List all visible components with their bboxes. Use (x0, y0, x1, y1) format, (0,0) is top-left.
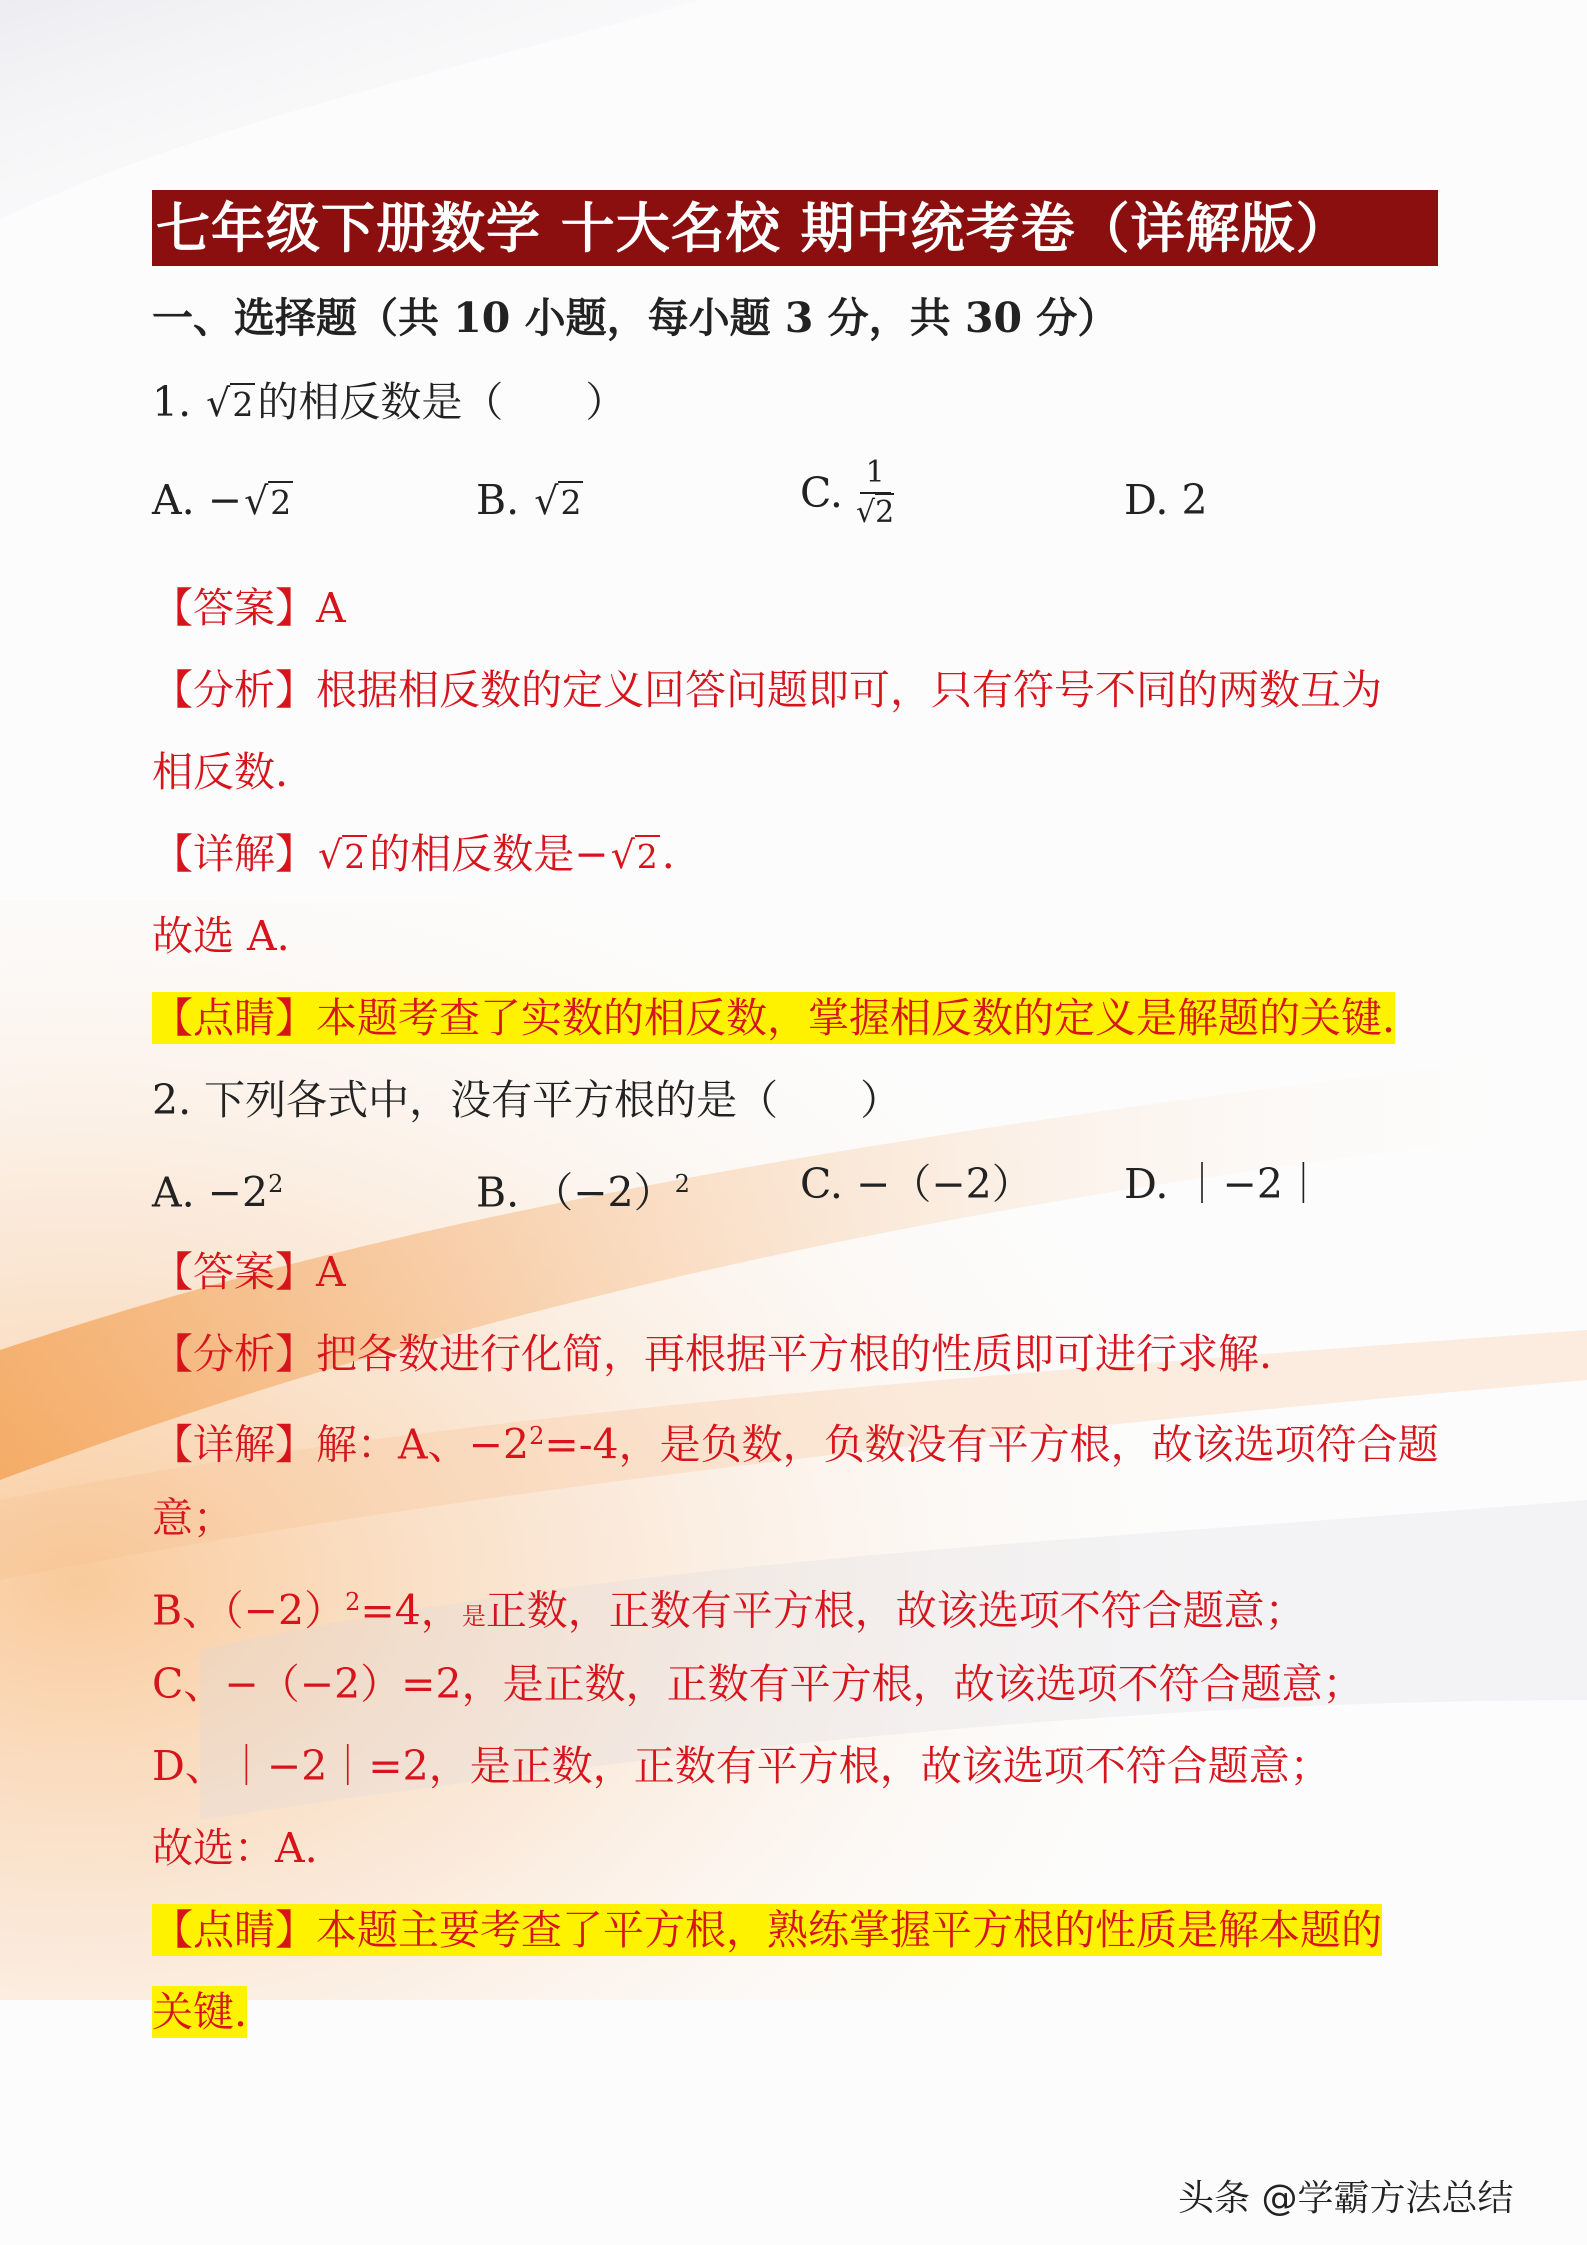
q2-detail-line2: 意； (152, 1494, 234, 1542)
q2-detail-c: C、−（−2）=2，是正数，正数有平方根，故该选项不符合题意； (152, 1660, 1364, 1708)
q2-detail-line1: 【详解】解：A、$-2^2=-4$，是负数，负数没有平方根，故该选项符合题 (152, 1420, 1439, 1469)
q2-detail-d: D、｜−2｜=2，是正数，正数有平方根，故该选项不符合题意； (152, 1742, 1331, 1790)
q1-option-b[interactable]: B. √2 (476, 476, 582, 524)
q2-option-d[interactable]: D. ｜−2｜ (1124, 1160, 1324, 1208)
q1-stem (152, 374, 626, 433)
q1-tip: 【点睛】本题考查了实数的相反数，掌握相反数的定义是解题的关键. (152, 994, 1396, 1042)
q1-option-a[interactable]: A. −√2 (152, 476, 292, 524)
q1-detail: 【详解】√2的相反数是−√2. (152, 830, 675, 878)
q2-tip-line1: 【点睛】本题主要考查了平方根，熟练掌握平方根的性质是解本题的 (152, 1906, 1382, 1954)
q1-answer: 【答案】A (152, 584, 346, 632)
q1-stem-text: 的相反数是（ ） (257, 378, 627, 426)
q2-answer: 【答案】A (152, 1248, 346, 1296)
fraction: $\frac{1}{√2}$ (856, 455, 895, 530)
section-heading: 一、选择题（共 10 小题，每小题 3 分，共 30 分） (152, 294, 1119, 342)
q2-option-c[interactable]: C. −（−2） (800, 1160, 1033, 1208)
q1-choose: 故选 A. (152, 912, 290, 960)
q2-option-a[interactable]: A. $-2^2$ (152, 1168, 284, 1217)
q1-option-d[interactable]: D. 2 (1124, 476, 1208, 524)
q2-choose: 故选：A. (152, 1824, 318, 1872)
page-title: 七年级下册数学 十大名校 期中统考卷（详解版） (152, 190, 1438, 266)
q1-analysis-line1: 【分析】根据相反数的定义回答问题即可，只有符号不同的两数互为 (152, 666, 1382, 714)
watermark-footer: 头条 @学霸方法总结 (1178, 2178, 1514, 2219)
q2-detail-b: B、$(-2)^2=4$，是正数，正数有平方根，故该选项不符合题意； (152, 1586, 1306, 1635)
q2-option-b[interactable]: B. $(-2)^2$ (476, 1168, 690, 1217)
q1-analysis-line2: 相反数. (152, 748, 289, 796)
q1-number: 1. (152, 378, 192, 426)
q2-tip-line2: 关键. (152, 1988, 248, 2036)
sqrt-symbol: √2 (206, 381, 254, 425)
q1-option-c[interactable]: C. $\frac{1}{√2}$ (800, 455, 895, 530)
q2-stem: 2. 下列各式中，没有平方根的是（ ） (152, 1076, 902, 1124)
q2-analysis: 【分析】把各数进行化简，再根据平方根的性质即可进行求解. (152, 1330, 1273, 1378)
